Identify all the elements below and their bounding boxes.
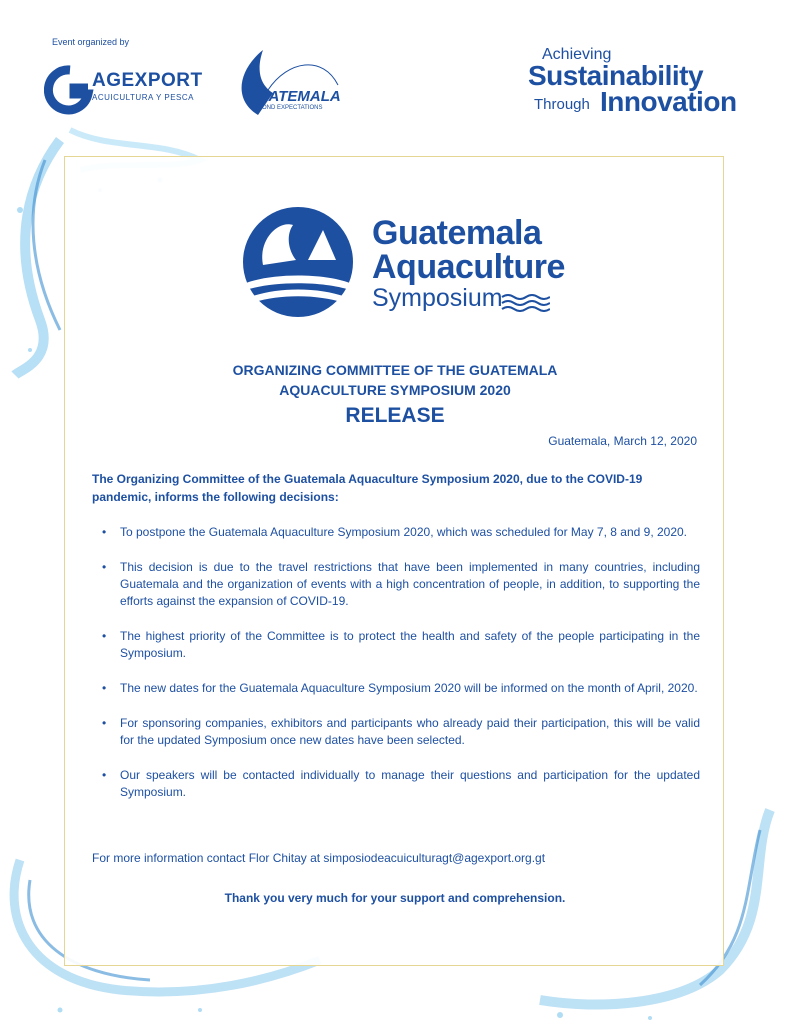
slogan-line-2: Sustainability bbox=[528, 60, 704, 91]
slogan-line-3b: Innovation bbox=[600, 86, 737, 117]
symposium-title-line-3: Symposium bbox=[372, 284, 503, 312]
organized-by-label: Event organized by bbox=[52, 37, 130, 47]
decision-item: • For sponsoring companies, exhibitors and participants who already paid their participation, this will be valid for the updated Symposium once new dates have been selected. bbox=[100, 715, 700, 749]
decision-item: • Our speakers will be contacted individually to manage their questions and participation for the updated Symposium. bbox=[100, 767, 700, 801]
symposium-emblem-icon bbox=[238, 205, 358, 320]
guatemala-brand-subtitle: BEYOND EXPECTATIONS bbox=[250, 105, 323, 111]
guatemala-brand-name: GUATEMALA bbox=[246, 88, 341, 105]
decision-item: • This decision is due to the travel restrictions that have been implemented in many countries, including Guatemala and the organization of events with a high concentration of people, in addition, to supporting the efforts against the expansion of COVID-19. bbox=[100, 559, 700, 610]
decision-list bbox=[100, 524, 700, 801]
symposium-title-line-1: Guatemala bbox=[372, 214, 542, 252]
slogan-line-1: Achieving bbox=[542, 46, 612, 63]
release-heading-line-1: ORGANIZING COMMITTEE OF THE GUATEMALA bbox=[232, 362, 558, 378]
decision-item: • The new dates for the Guatemala Aquaculture Symposium 2020 will be informed on the month of April, 2020. bbox=[100, 680, 700, 697]
contact-info: For more information contact Flor Chitay at simposiodeacuiculturagt@agexport.org.gt bbox=[92, 851, 546, 865]
decision-item: • The highest priority of the Committee is to protect the health and safety of the people participating in the Symposium. bbox=[100, 628, 700, 662]
waves-icon bbox=[500, 292, 550, 312]
slogan-line-3a: Through bbox=[534, 96, 590, 113]
release-heading-line-2: AQUACULTURE SYMPOSIUM 2020 bbox=[279, 382, 511, 398]
agexport-subtitle: ACUICULTURA Y PESCA bbox=[92, 93, 194, 102]
agexport-name: AGEXPORT bbox=[92, 70, 203, 91]
decision-item: • To postpone the Guatemala Aquaculture Symposium 2020, which was scheduled for May 7, 8 and 9, 2020. bbox=[100, 524, 700, 541]
release-intro: The Organizing Committee of the Guatemala Aquaculture Symposium 2020, due to the COVID-19 pandemic, informs the following decisions: bbox=[92, 472, 643, 504]
release-date: Guatemala, March 12, 2020 bbox=[548, 434, 697, 448]
release-title: RELEASE bbox=[345, 404, 445, 427]
symposium-title-line-2: Aquaculture bbox=[372, 248, 565, 286]
thank-you-note: Thank you very much for your support and comprehension. bbox=[224, 891, 566, 905]
